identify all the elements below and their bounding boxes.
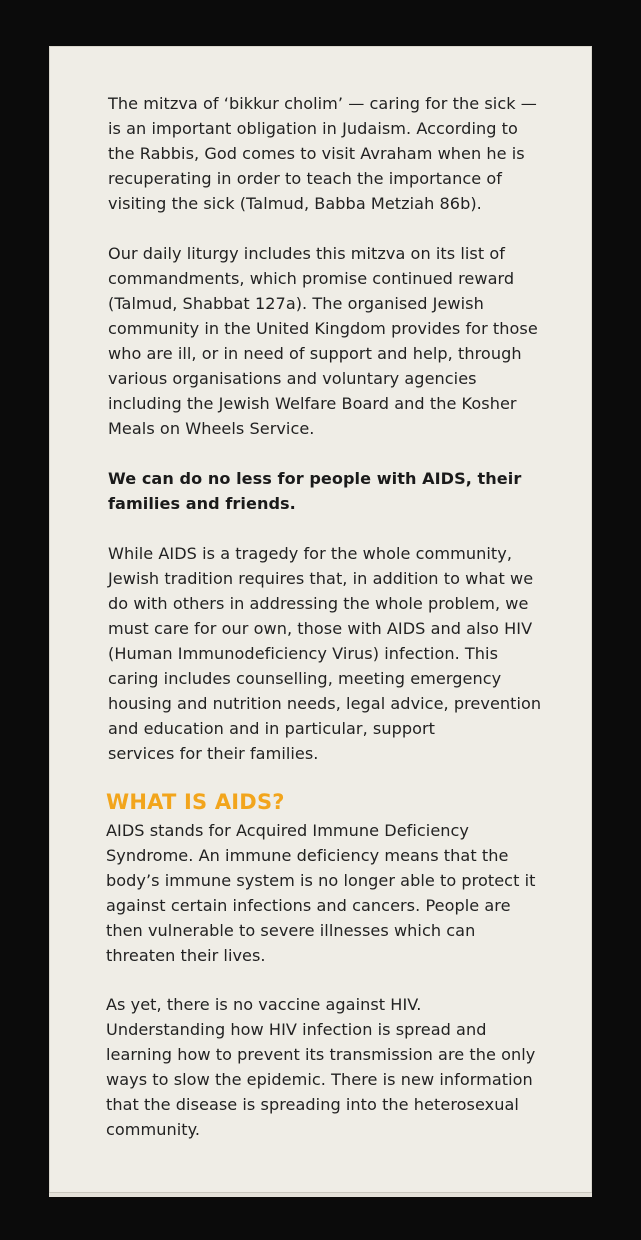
- page-bottom-edge: [49, 1192, 592, 1197]
- paragraph-jewish-tradition: While AIDS is a tragedy for the whole community, Jewish tradition requires that, in addition to what we do with others in addressing the whole problem, we must care for our own, those with AIDS and also HIV (Human Immunodeficiency Virus) infection. This caring includes counselling, meeting emergency housing and nutrition needs, legal advice, prevention and education and in particular, support services for their families.: [108, 544, 542, 763]
- paragraph-daily-liturgy: Our daily liturgy includes this mitzva on its list of commandments, which promise continued reward (Talmud, Shabbat 127a). The organised Jewish community in the United Kingdom provides for those who are ill, or in need of support and help, through various organisations and voluntary agencies including the Jewish Welfare Board and the Kosher Meals on Wheels Service.: [108, 244, 538, 438]
- paragraph-bold-statement: We can do no less for people with AIDS, their families and friends.: [108, 469, 522, 513]
- paragraph-aids-definition: AIDS stands for Acquired Immune Deficiency Syndrome. An immune deficiency means that the body’s immune system is no longer able to protect it against certain infections and cancers. People are then vulnerable to severe illnesses which can threaten their lives.: [106, 821, 536, 965]
- section-heading-what-is-aids: WHAT IS AIDS?: [106, 790, 285, 814]
- paragraph-bikkur-cholim: The mitzva of ‘bikkur cholim’ — caring for the sick — is an important obligation in Judaism. According to the Rabbis, God comes to visit Avraham when he is recuperating in order to teach the importance of visiting the sick (Talmud, Babba Metziah 86b).: [108, 94, 537, 213]
- paragraph-no-vaccine: As yet, there is no vaccine against HIV. Understanding how HIV infection is spread and learning how to prevent its transmission are the only ways to slow the epidemic. There is new information that the disease is spreading into the heterosexual community.: [106, 995, 536, 1139]
